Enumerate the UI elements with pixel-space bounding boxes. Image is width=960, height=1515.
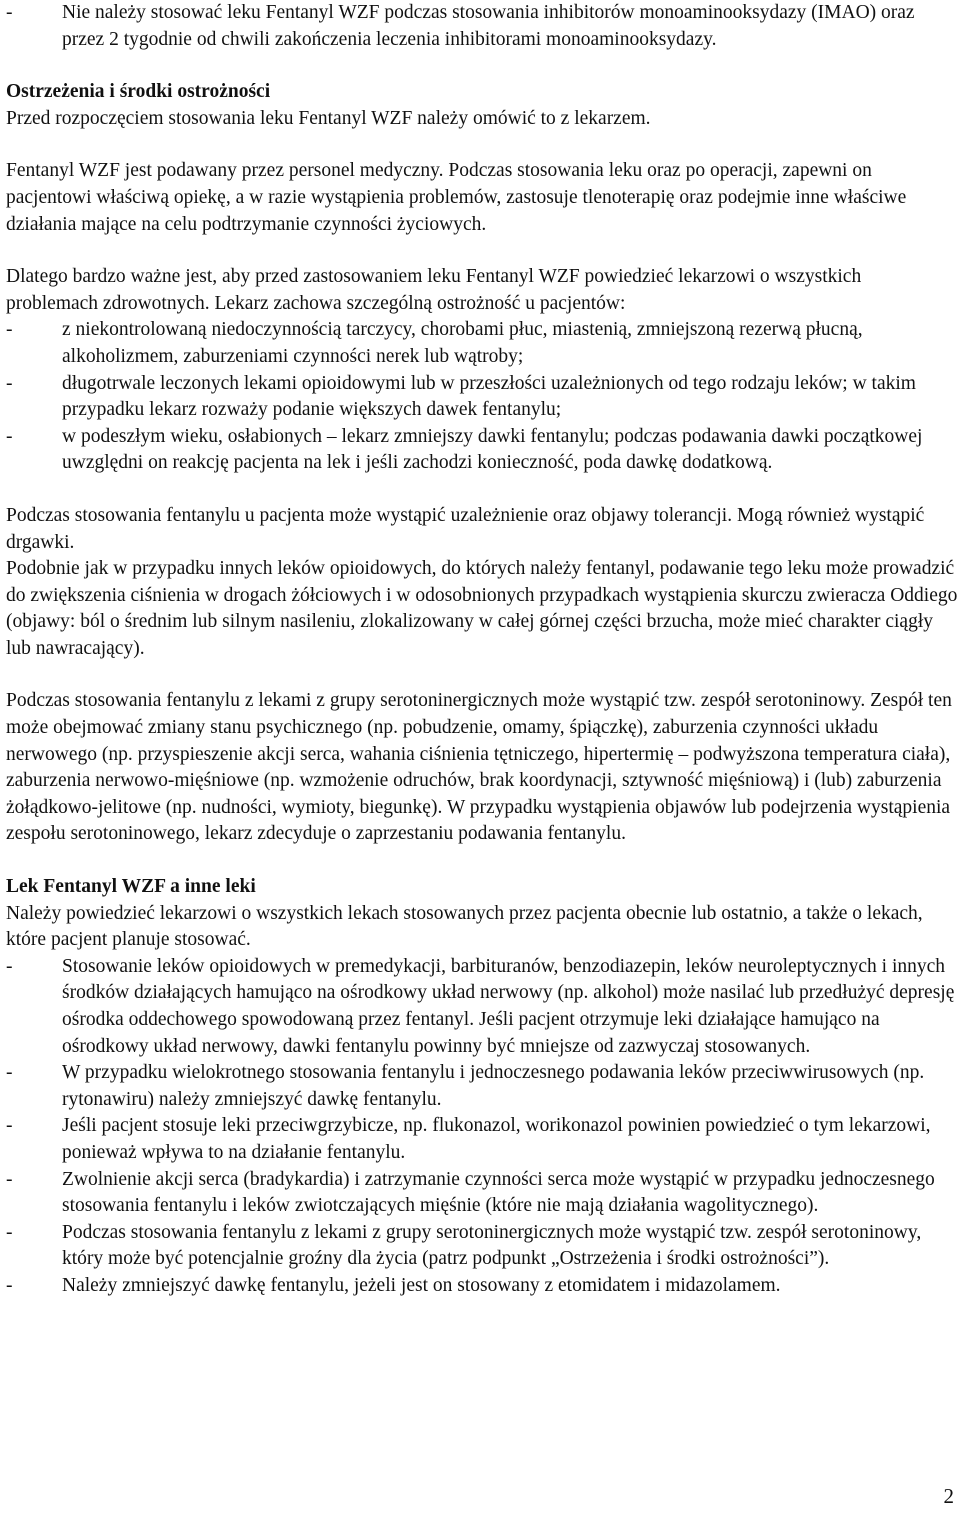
paragraph-addiction: Podczas stosowania fentanylu u pacjenta może wystąpić uzależnienie oraz objawy tolerancji. Mogą również wystąpić drgawki. (6, 504, 925, 553)
list-item: - Podczas stosowania fentanylu z lekami z grupy serotoninergicznych może wystąpić tzw. zespół serotoninowy, który może być potencjalnie groźny dla życia (patrz podpunkt „Ostrzeżenia i środki ostrożności”). (6, 1221, 922, 1270)
list-dash: - (6, 425, 13, 447)
paragraph-serotonin: Podczas stosowania fentanylu z lekami z grupy serotoninergicznych może wystąpić tzw. zespół serotoninowy. Zespół ten może obejmować zmiany stanu psychicznego (np. pobudzenie, omamy, śpiączkę), zaburzenia czynności układu nerwowego (np. przyspieszenie akcji serca, wahania ciśnienia tętniczego, hipertermię – podwyższona temperatura ciała), zaburzenia nerwowo-mięśniowe (np. wzmożenie odruchów, brak koordynacji, sztywność mięśniową) i (lub) zaburzenia żołądkowo-jelitowe (np. nudności, wymioty, biegunkę). W przypadku wystąpienia objawów lub podejrzenia wystąpienia zespołu serotoninowego, lekarz zdecyduje o zaprzestaniu podawania fentanylu. (6, 690, 952, 845)
list-dash: - (6, 372, 13, 394)
list-item: - Zwolnienie akcji serca (bradykardia) i zatrzymanie czynności serca może wystąpić w przypadku jednoczesnego stosowania fentanylu i leków zwiotczających mięśnie (które nie mają działania wagolitycznego). (6, 1168, 935, 1217)
list-item: - w podeszłym wieku, osłabionych – lekarz zmniejszy dawki fentanylu; podczas podawania dawki początkowej uwzględni on reakcję pacjenta na lek i jeśli zachodzi konieczność, poda dawkę dodatkową. (6, 425, 923, 474)
section-heading-interactions: Lek Fentanyl WZF a inne leki (6, 876, 256, 898)
list-item: - W przypadku wielokrotnego stosowania fentanylu i jednoczesnego podawania leków przeciwwirusowych (np. rytonawiru) należy zmniejszyć dawkę fentanylu. (6, 1062, 925, 1110)
page-number: 2 (943, 1484, 954, 1508)
list-item: - z niekontrolowaną niedoczynnością tarczycy, chorobami płuc, miastenią, zmniejszoną rezerwą płucną, alkoholizmem, zaburzeniami czynności nerek lub wątroby; (6, 319, 863, 367)
paragraph-medical-staff: Fentanyl WZF jest podawany przez personel medyczny. Podczas stosowania leku oraz po operacji, zapewni on pacjentowi właściwą opiekę, a w razie wystąpienia problemów, zastosuje tlenoterapię oraz podejmie inne właściwe działania mające na celu podtrzymanie czynności życiowych. (6, 160, 907, 235)
paragraph-biliary: Podobnie jak w przypadku innych leków opioidowych, do których należy fentanyl, podawanie tego leku może prowadzić do zwiększenia ciśnienia w drogach żółciowych i w odosobnionych przypadkach wystąpienia skurczu zwieracza Oddiego (objawy: ból o średnim lub silnym nasileniu, zlokalizowany w całej górnej części brzucha, może mieć charakter ciągły lub nawracający). (6, 558, 958, 659)
list-dash: - (6, 1115, 13, 1137)
list-item-maoi: - Nie należy stosować leku Fentanyl WZF podczas stosowania inhibitorów monoaminooksydazy (IMAO) oraz przez 2 tygodnie od chwili zakończenia leczenia inhibitorami monoaminooksydazy. (6, 2, 915, 50)
section-heading-warnings: Ostrzeżenia i środki ostrożności (6, 81, 271, 103)
document-page (6, 0, 958, 1300)
list-item: - Jeśli pacjent stosuje leki przeciwgrzybicze, np. flukonazol, worikonazol powinien powiedzieć o tym lekarzowi, ponieważ wpływa to na działanie fentanylu. (6, 1115, 931, 1163)
list-dash: - (6, 1221, 13, 1243)
warnings-lead: Przed rozpoczęciem stosowania leku Fentanyl WZF należy omówić to z lekarzem. (6, 107, 651, 129)
list-dash: - (6, 1274, 13, 1296)
list-dash: - (6, 2, 13, 23)
list-item: - Stosowanie leków opioidowych w premedykacji, barbituranów, benzodiazepin, leków neuroleptycznych i innych środków działających hamująco na ośrodkowy układ nerwowy (np. alkohol) może nasilać lub przedłużyć depresję ośrodka oddechowego spowodowaną przez fentanyl. Jeśli pacjent otrzymuje leki działające hamująco na ośrodkowy układ nerwowy, dawki fentanylu powinny być mniejsze od zazwyczaj stosowanych. (6, 955, 955, 1057)
list-dash: - (6, 955, 13, 977)
interactions-lead: Należy powiedzieć lekarzowi o wszystkich lekach stosowanych przez pacjenta obecnie lub ostatnio, a także o lekach, które pacjent planuje stosować. (6, 902, 923, 951)
list-item: - Należy zmniejszyć dawkę fentanylu, jeżeli jest on stosowany z etomidatem i midazolamem. (6, 1273, 958, 1300)
list-dash: - (6, 319, 13, 341)
list-dash: - (6, 1062, 13, 1084)
list-dash: - (6, 1168, 13, 1190)
paragraph-inform-doctor: Dlatego bardzo ważne jest, aby przed zastosowaniem leku Fentanyl WZF powiedzieć lekarzowi o wszystkich problemach zdrowotnych. Lekarz zachowa szczególną ostrożność u pacjentów: (6, 266, 862, 314)
list-item: - długotrwale leczonych lekami opioidowymi lub w przeszłości uzależnionych od tego rodzaju leków; w takim przypadku lekarz rozważy podanie większych dawek fentanylu; (6, 372, 916, 421)
